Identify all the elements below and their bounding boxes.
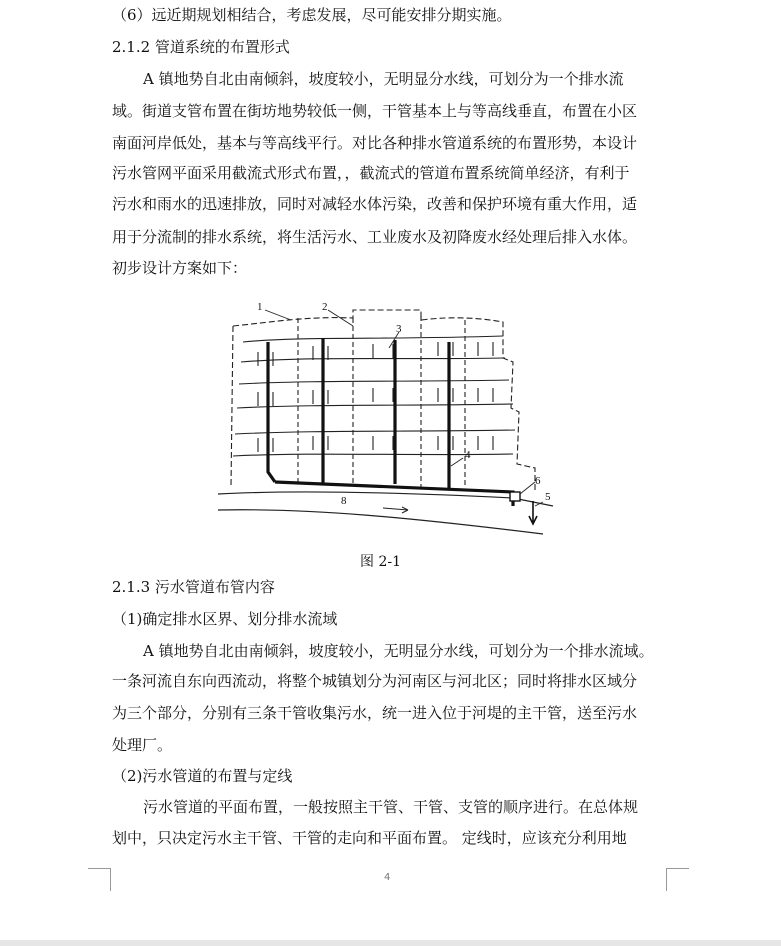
page-corner-mark: [88, 868, 111, 891]
paragraph-line: A 镇地势自北由南倾斜，坡度较小，无明显分水线，可划分为一个排水流域。: [143, 642, 654, 660]
paragraph-line: 域。街道支管布置在街坊地势较低一侧，干管基本上与等高线垂直，布置在小区: [112, 102, 638, 120]
paragraph-line: 用于分流制的排水系统，将生活污水、工业废水及初降废水经处理后排入水体。: [112, 228, 638, 246]
figure-label: 2: [322, 301, 328, 313]
figure-label: 3: [396, 323, 402, 335]
paragraph-line: 污水管道的平面布置，一般按照主干管、干管、支管的顺序进行。在总体规: [143, 798, 639, 816]
subsection-heading: （2)污水管道的布置与定线: [112, 767, 293, 785]
district-boundary: [233, 310, 535, 492]
paragraph-line: （6）远近期规划相结合，考虑发展，尽可能安排分期实施。: [112, 6, 512, 24]
page-corner-mark: [666, 868, 689, 891]
page-gap: [0, 940, 781, 946]
outfall: [529, 501, 537, 524]
section-heading: 2.1.3 污水管道布管内容: [112, 578, 275, 596]
section-heading: 2.1.2 管道系统的布置形式: [112, 38, 290, 56]
figure-caption: 图 2-1: [360, 554, 401, 570]
paragraph-line: 一条河流自东向西流动，将整个城镇划分为河南区与河北区；同时将排水区域分: [112, 672, 638, 690]
paragraph-line: 处理厂。: [112, 736, 173, 754]
main-interceptor: [275, 482, 513, 506]
treatment-plant: [510, 492, 520, 501]
figure-label: 8: [341, 495, 347, 507]
paragraph-line: 为三个部分，分别有三条干管收集污水，统一进入位于河堤的主干管，送至污水: [112, 704, 638, 722]
figure-label: 1: [257, 301, 263, 313]
paragraph-line: 南面河岸低处，基本与等高线平行。对比各种排水管道系统的布置形势，本设计: [112, 134, 638, 152]
paragraph-line: 初步设计方案如下：: [112, 259, 248, 277]
subsection-heading: （1)确定排水区界、划分排水流域: [112, 610, 338, 628]
sewer-layout-figure: [213, 296, 570, 541]
river-bank: [218, 510, 543, 534]
page-number: 4: [384, 872, 391, 883]
paragraph-line: 污水管网平面采用截流式形式布置，，截流式的管道布置系统简单经济，有利于: [112, 164, 630, 182]
figure-label: 6: [535, 475, 541, 487]
paragraph-line: 划中，只决定污水主干管、干管的走向和平面布置。 定线时，应该充分利用地: [112, 829, 627, 847]
paragraph-line: A 镇地势自北由南倾斜，坡度较小，无明显分水线，可划分为一个排水流: [143, 70, 624, 88]
figure-label: 5: [545, 491, 551, 503]
figure-label: 4: [465, 449, 471, 461]
trunk-pipe: [268, 342, 275, 482]
paragraph-line: 污水和雨水的迅速排放，同时对减轻水体污染，改善和保护环境有重大作用，适: [112, 195, 638, 213]
river-bank: [218, 492, 553, 506]
